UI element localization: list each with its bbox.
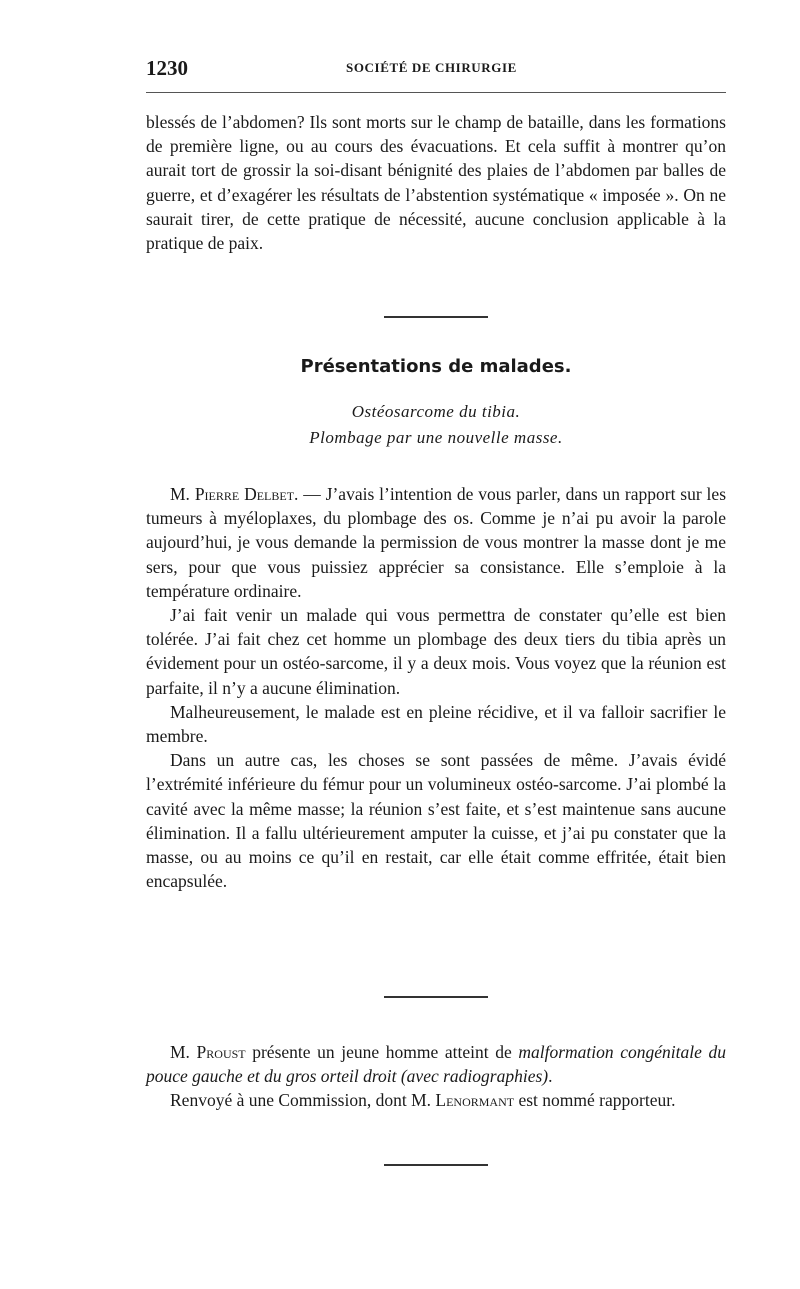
proust-text: présente un jeune homme atteint de [245, 1042, 519, 1062]
proust-text-end: . [548, 1066, 553, 1087]
opening-paragraph: blessés de l’abdomen? Ils sont morts sur le champ de bataille, dans les formations de première ligne, ou au cours des évacuations. Et cela suffit à montrer qu’on aurait tort de grossir la soi-disant bénignité des plaies de l’abdomen par balles de guerre, et d’exagérer les résultats de l’abstention systématique « imposée ». On ne saurait tirer, de cette pratique de nécessité, aucune conclusion applicable à la pratique de paix. [146, 112, 726, 254]
opening-paragraph-block [146, 110, 726, 255]
proust-communication [146, 1040, 726, 1113]
proust-paragraph-1 [146, 1040, 726, 1088]
speaker-name: Pierre Delbet [194, 484, 295, 504]
delbet-paragraph-4: Dans un autre cas, les choses se sont passées de même. J’avais évidé l’extrémité inférieure du fémur pour un volumineux ostéo-sarcome. J’ai plombé la cavité avec la même masse; la réunion s’est faite, et s’est maintenue sans aucune élimination. Il a fallu ultérieurement amputer la cuisse, et j’ai pu constater que la masse, ou au moins ce qu’il en restait, car elle était comme effritée, était bien encapsulée. [146, 750, 726, 892]
running-head: SOCIÉTÉ DE CHIRURGIE [346, 60, 517, 75]
delbet-paragraph-3: Malheureusement, le malade est en pleine récidive, et il va falloir sacrifier le membre. [146, 701, 726, 747]
commission-text: Renvoyé à une Commission, dont M. [170, 1090, 436, 1111]
commission-text-end: est nommé rapporteur. [514, 1090, 676, 1111]
proust-diagnosis: malformation congénitale du pouce gauche et du gros orteil droit (avec radiographies) [146, 1042, 726, 1087]
speaker-prefix: M. [170, 484, 195, 504]
delbet-paragraph-2: J’ai fait venir un malade qui vous permettra de constater qu’elle est bien tolérée. J’ai fait chez cet homme un plombage des deux tiers du tibia après un évidement pour un ostéo-sarcome, il y a deux mois. Vous voyez que la réunion est parfaite, il n’y a aucune élimination. [146, 605, 726, 698]
end-separator [384, 1164, 488, 1166]
section-separator [384, 316, 488, 318]
proust-paragraph-2 [146, 1088, 726, 1112]
rapporteur-name: Lenormant [435, 1090, 515, 1111]
delbet-paragraph-1 [146, 482, 726, 603]
speaker-prefix: M. [170, 1042, 197, 1062]
delbet-communication [146, 482, 726, 893]
section-separator [384, 996, 488, 998]
page-header [146, 56, 726, 80]
case-title-line-1: Ostéosarcome du tibia. [351, 402, 521, 421]
section-title: Présentations de malades. [300, 356, 572, 377]
delbet-paragraph-1-text: . — J’avais l’intention de vous parler, dans un rapport sur les tumeurs à myéloplaxes, du plombage des os. Comme je n’ai pu avoir la parole aujourd’hui, je vous demande la permission de vous montrer la masse dont je me sers, pour que vous puissiez apprécier sa consistance. Elle s’emploie à la température ordinaire. [146, 484, 727, 601]
page-number: 1230 [146, 56, 188, 80]
speaker-name: Proust [196, 1042, 246, 1062]
case-title-line-2: Plombage par une nouvelle masse. [309, 428, 563, 447]
header-rule [146, 92, 726, 93]
